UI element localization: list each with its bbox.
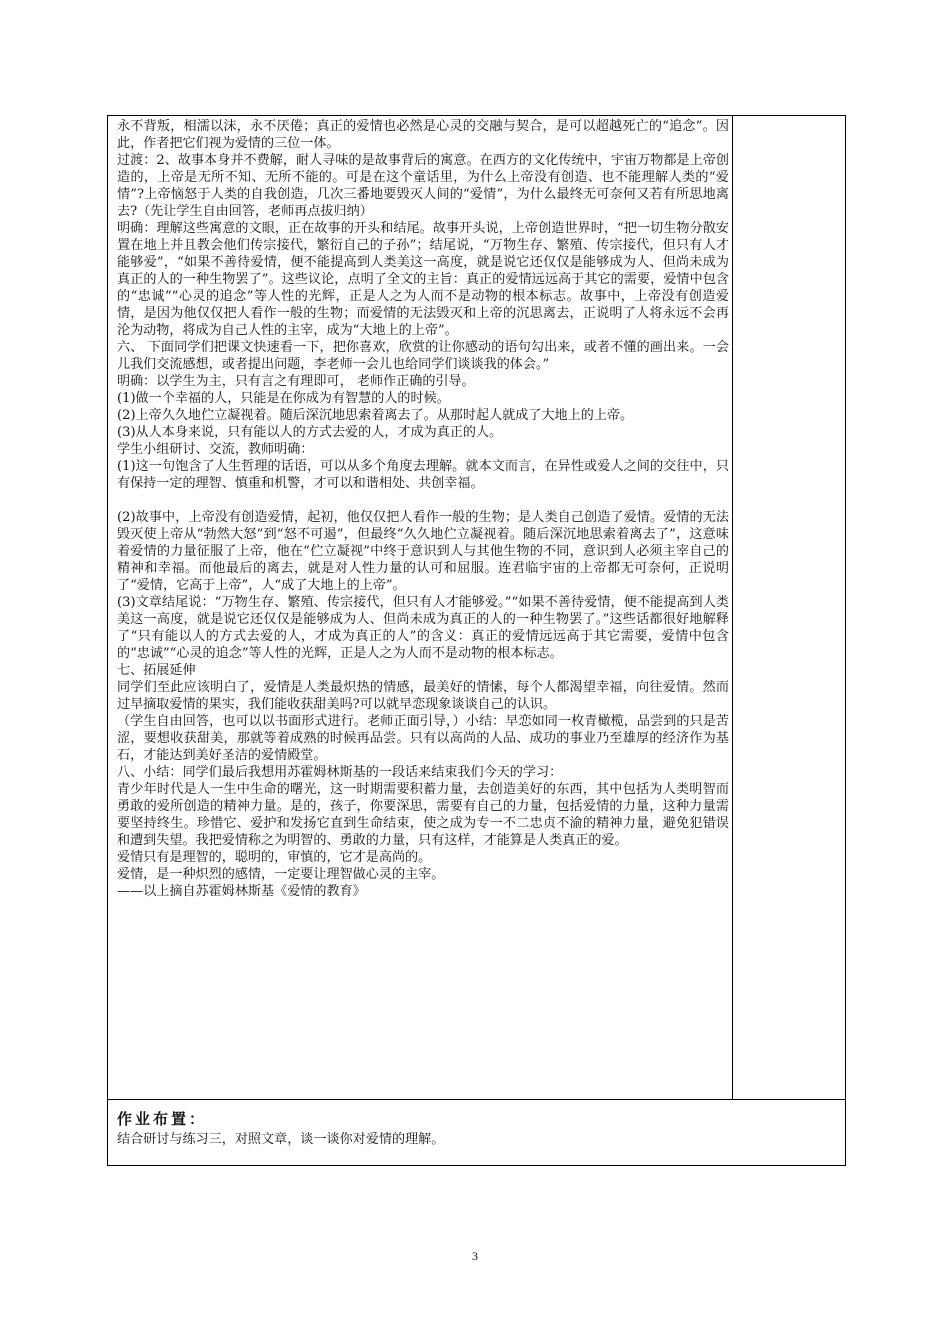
paragraph: 同学们至此应该明白了，爱情是人类最炽热的情感，最美好的情愫，每个人都渴望幸福，向往爱情。然而过早摘取爱情的果实，我们能收获甜美吗?可以就早恋现象谈谈自己的认识。 [117, 680, 729, 712]
notes-cell [733, 116, 845, 1099]
paragraph: 过渡：2、故事本身并不费解，耐人寻味的是故事背后的寓意。在西方的文化传统中，宇宙万物都是上帝创造的，上帝是无所不知、无所不能的。可是在这个童话里，为什么上帝没有创造、也不能理解人类的“爱情”?上帝恼怒于人类的自我创造，几次三番地要毁灭人间的“爱情”，为什么最终无可奈何又若有所思地离去?（先让学生自由回答，老师再点拔归纳） [117, 153, 729, 219]
paragraph: 永不背叛，相濡以沫，永不厌倦；真正的爱情也必然是心灵的交融与契合，是可以超越死亡的“追念”。因此，作者把它们视为爱情的三位一体。 [117, 119, 729, 151]
paragraph: 六、 下面同学们把课文快速看一下，把你喜欢，欣赏的让你感动的语句勾出来，或者不懂的画出来。一会儿我们交流感想，或者提出问题，李老师一会儿也给同学们谈谈我的体会。” [117, 340, 729, 372]
paragraph: (2)上帝久久地伫立凝视着。随后深沉地思索着离去了。从那时起人就成了大地上的上帝。 [117, 408, 634, 423]
homework-row [108, 1099, 845, 1165]
teaching-content-cell [108, 116, 733, 1099]
homework-text: 结合研讨与练习三，对照文章，谈一谈你对爱情的理解。 [117, 1132, 445, 1147]
page-number: 3 [472, 1249, 478, 1263]
paragraph: 学生小组研讨、交流，教师明确： [117, 442, 314, 457]
paragraph: (1)这一句饱含了人生哲理的话语，可以从多个角度去理解。就本文而言，在异性或爱人之间的交往中，只有保持一定的理智、慎重和机警，才可以和谐相处、共创幸福。 [117, 459, 729, 491]
paragraph: (2)故事中，上帝没有创造爱情，起初，他仅仅把人看作一般的生物；是人类自己创造了爱情。爱情的无法毁灭使上帝从“勃然大怒”到“怒不可遏”，但最终“久久地伫立凝视着。随后深沉地思索着离去了”，这意味着爱情的力量征服了上帝，他在“伫立凝视”中终于意识到人与其他生物的不同，意识到人必须主宰自己的精神和幸福。而他最后的离去，就是对人性力量的认可和屈服。连君临宇宙的上帝都无可奈何，正说明了“爱情，它高于上帝”，人“成了大地上的上帝”。 [117, 510, 729, 593]
paragraph: (1)做一个幸福的人，只能是在你成为有智慧的人的时候。 [117, 391, 450, 406]
quote-paragraph: 青少年时代是人一生中生命的曙光，这一时期需要积蓄力量，去创造美好的东西，其中包括为人类明智而勇敢的爱所创造的精神力量。是的，孩子，你要深思，需要有自己的力量，包括爱情的力量，这种力量需要坚持终生。珍惜它、爱护和发扬它直到生命结束，使之成为专一不二忠贞不渝的精神力量，避免犯错误和遭到失望。我把爱情称之为明智的、勇敢的力量，只有这样，才能算是人类真正的爱。 [117, 782, 729, 848]
paragraph: 明确：以学生为主，只有言之有理即可， 老师作正确的引导。 [117, 374, 475, 389]
paragraph: (3)文章结尾说：“万物生存、繁殖、传宗接代，但只有人才能够爱。”“如果不善待爱情，便不能提高到人类美这一高度，就是说它还仅仅是能够成为人、但尚未成为真正的人的一种生物罢了。”这些话都很好地解释了“只有能以人的方式去爱的人，才成为真正的人”的含义：真正的爱情远远高于其它需要，爱情中包含的“忠诚”“心灵的追念”等人性的光辉，正是人之为人而不是动物的根本标志。 [117, 595, 729, 661]
quote-paragraph: 爱情只有是理智的，聪明的，审慎的，它才是高尚的。 [117, 850, 432, 865]
quote-source: ——以上摘自苏霍姆林斯基《爱情的教育》 [117, 884, 366, 899]
homework-title: 作业布置： [117, 1110, 208, 1128]
paragraph: （学生自由回答，也可以以书面形式进行。老师正面引导，）小结：早恋如同一枚青橄榄，品尝到的只是苦涩，要想收获甜美，那就等着成熟的时候再品尝。只有以高尚的人品、成功的事业乃至雄厚的经济作为基石，才能达到美好圣洁的爱情殿堂。 [117, 714, 729, 763]
paragraph: 八、小结：同学们最后我想用苏霍姆林斯基的一段话来结束我们今天的学习： [117, 765, 563, 780]
paragraph: (3)从人本身来说，只有能以人的方式去爱的人，才成为真正的人。 [117, 425, 503, 440]
section-heading: 七、拓展延伸 [117, 663, 196, 678]
paragraph: 明确：理解这些寓意的文眼，正在故事的开头和结尾。故事开头说，上帝创造世界时，“把一切生物分散安置在地上并且教会他们传宗接代，繁衍自己的子孙”；结尾说，“万物生存、繁殖、传宗接代，但只有人才能够爱”，“如果不善待爱情，便不能提高到人类美这一高度，就是说它还仅仅是能够成为人、但尚未成为真正的人的一种生物罢了”。这些议论，点明了全文的主旨：真正的爱情远远高于其它的需要，爱情中包含的“忠诚”“心灵的追念”等人性的光辉，正是人之为人而不是动物的根本标志。故事中，上帝没有创造爱情，是因为他仅仅把人看作一般的生物；而爱情的无法毁灭和上帝的沉思离去，正说明了人将永远不会再沦为动物，将成为自己人性的主宰，成为“大地上的上帝”。 [117, 221, 729, 338]
quote-paragraph: 爱情，是一种炽烈的感情，一定要让理智做心灵的主宰。 [117, 867, 445, 882]
blank-line [117, 492, 729, 509]
lesson-plan-table [107, 115, 846, 1166]
